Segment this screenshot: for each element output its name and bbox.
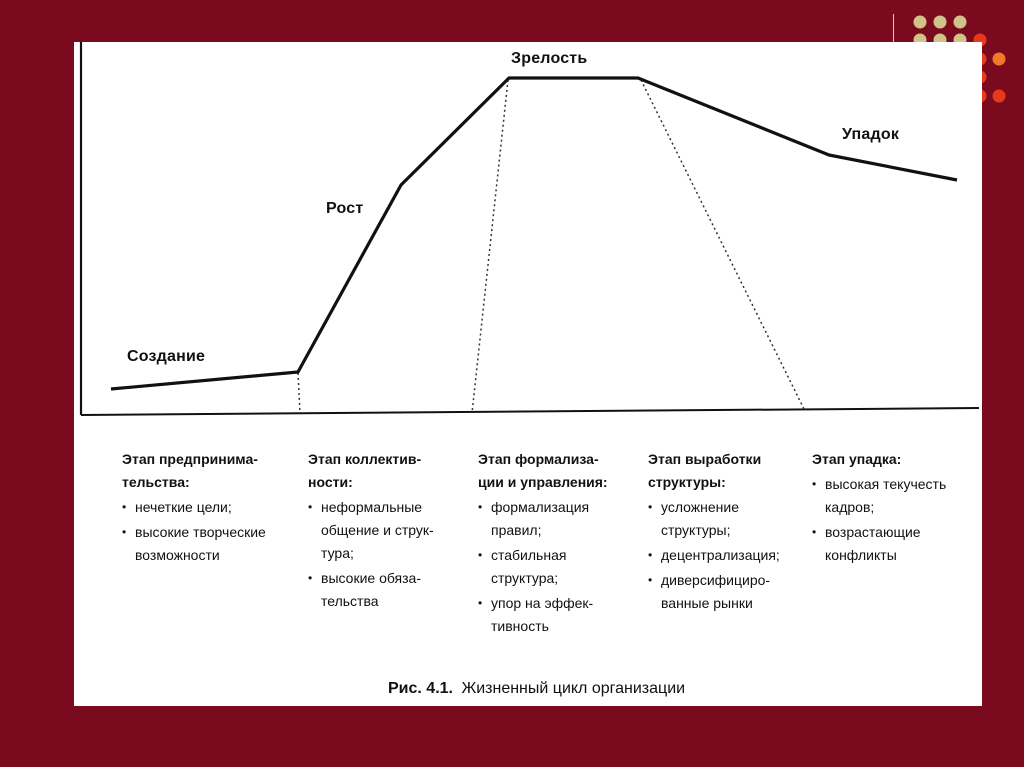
decorative-dot	[954, 16, 967, 29]
stage-label-growth: Рост	[326, 200, 364, 217]
list-item: • высокие обяза- тельства	[308, 567, 468, 613]
column-heading: Этап упадка:	[812, 451, 902, 467]
column-bullets	[478, 496, 643, 638]
caption-text: Жизненный цикл организации	[461, 680, 686, 697]
column-heading: Этап формализа- ции и управления:	[478, 451, 608, 490]
list-item: • неформальные общение и струк- тура;	[308, 496, 468, 565]
column-bullets	[308, 496, 468, 613]
life-cycle-diagram	[74, 42, 982, 422]
column-bullets	[648, 496, 813, 615]
stage-column-formalization	[478, 448, 643, 640]
decorative-dot	[993, 90, 1006, 103]
list-item: • стабильная структура;	[478, 544, 643, 590]
figure-card	[74, 42, 982, 706]
column-bullets	[122, 496, 292, 567]
stage-divider-2	[472, 80, 508, 413]
stage-column-structure	[648, 448, 813, 617]
decorative-dot	[993, 53, 1006, 66]
stage-column-entrepreneurship	[122, 448, 292, 569]
stage-label-creation: Создание	[127, 348, 206, 365]
decorative-dot	[914, 16, 927, 29]
stage-divider-1	[298, 373, 300, 413]
stage-column-collectivity	[308, 448, 468, 615]
list-item: • нечеткие цели;	[122, 496, 292, 519]
list-item: • высокая текучесть кадров;	[812, 473, 977, 519]
stage-label-maturity: Зрелость	[511, 50, 588, 67]
list-item: • высокие творческие возможности	[122, 521, 292, 567]
list-item: • формализация правил;	[478, 496, 643, 542]
caption-number: Рис. 4.1.	[388, 680, 453, 697]
stage-divider-3	[641, 80, 804, 409]
decorative-dot	[934, 16, 947, 29]
figure-caption	[388, 680, 685, 698]
list-item: • децентрализация;	[648, 544, 813, 567]
column-heading: Этап предпринима- тельства:	[122, 451, 258, 490]
stage-column-decline	[812, 448, 977, 569]
stage-label-decline: Упадок	[842, 126, 900, 143]
column-heading: Этап выработки структуры:	[648, 451, 762, 490]
list-item: • возрастающие конфликты	[812, 521, 977, 567]
list-item: • упор на эффек- тивность	[478, 592, 643, 638]
life-cycle-curve	[111, 78, 957, 389]
list-item: • диверсифициро- ванные рынки	[648, 569, 813, 615]
x-axis	[81, 408, 979, 415]
list-item: • усложнение структуры;	[648, 496, 813, 542]
column-heading: Этап коллектив- ности:	[308, 451, 422, 490]
column-bullets	[812, 473, 977, 567]
